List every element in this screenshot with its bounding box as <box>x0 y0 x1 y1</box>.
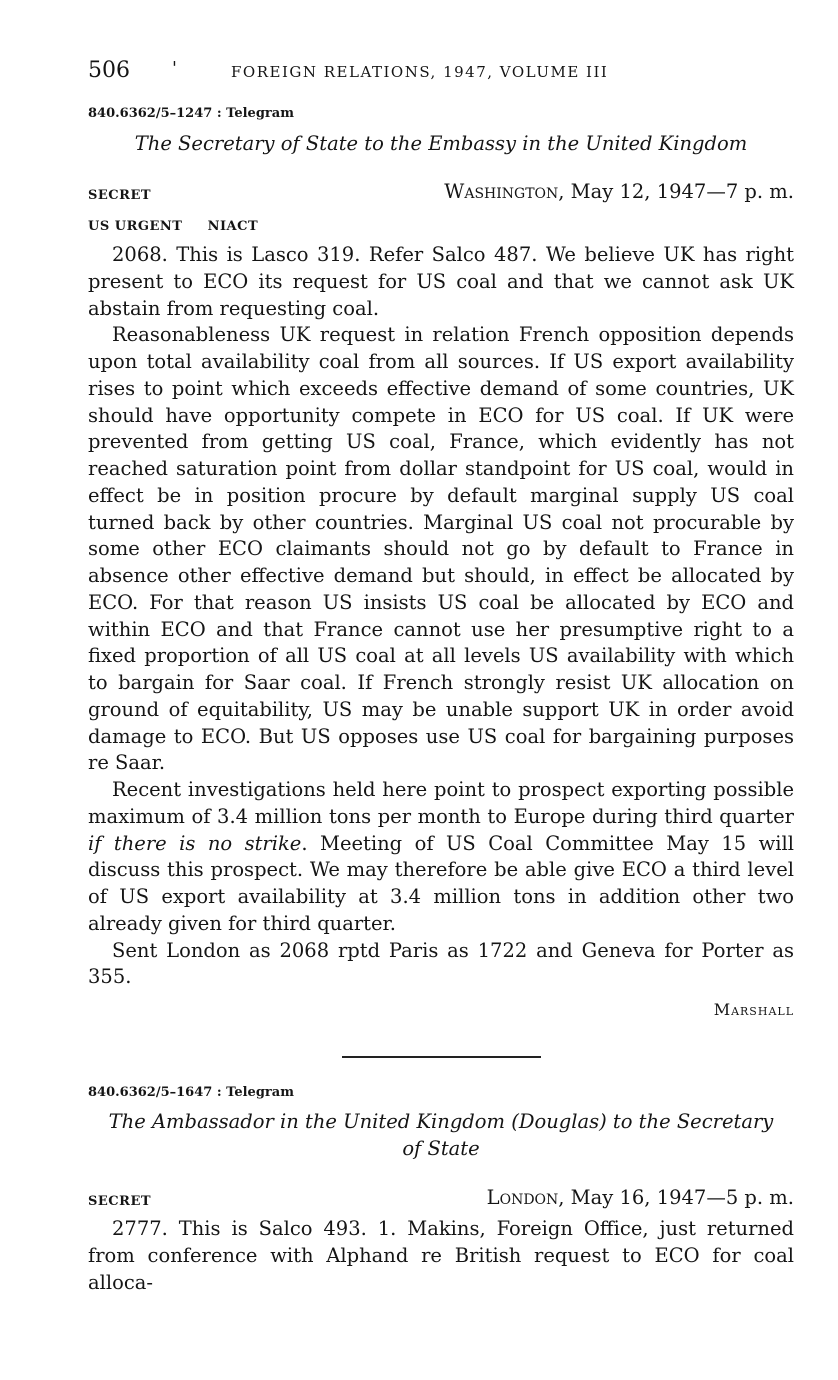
doc1-priority: US URGENT NIACT <box>88 219 259 234</box>
doc2-title <box>88 1108 794 1162</box>
doc2-place: London <box>486 1186 559 1209</box>
doc1-file-reference: 840.6362/5–1247 : Telegram <box>88 106 294 121</box>
section-divider <box>342 1056 541 1058</box>
doc1-title: The Secretary of State to the Embassy in the United Kingdom <box>134 132 748 155</box>
doc1-paragraph-3-text-b: . Meeting of US Coal Committee May 15 will discuss this prospect. We may therefore be able give ECO a third level of US export availability at 3.4 million tons in addition other two already given for third quarter. <box>88 831 794 935</box>
running-title: FOREIGN RELATIONS, 1947, VOLUME III <box>231 63 609 81</box>
doc2-title-line-1: The Ambassador in the United Kingdom (Douglas) to the Secretary <box>108 1110 774 1133</box>
doc1-paragraph-3 <box>88 777 794 938</box>
doc1-place: Washington <box>444 180 559 203</box>
doc1-dateline <box>444 180 794 203</box>
doc2-body <box>88 1216 794 1296</box>
margin-mark: ' <box>172 58 177 79</box>
doc2-file-reference: 840.6362/5–1647 : Telegram <box>88 1085 294 1100</box>
doc2-title-line-2: of State <box>402 1137 480 1160</box>
doc1-paragraph-4: Sent London as 2068 rptd Paris as 1722 and Geneva for Porter as 355. <box>88 938 794 989</box>
doc2-date: , May 16, 1947—5 p. m. <box>558 1186 794 1209</box>
doc1-paragraph-2: Reasonableness UK request in relation French opposition depends upon total availability coal from all sources. If US export availability rises to point which exceeds effective demand of some countries, UK should have opportunity compete in ECO for US coal. If UK were prevented from getting US coal, France, which evidently has not reached saturation point from dollar standpoint for US coal, would in effect be in position procure by default marginal supply US coal turned back by other countries. Marginal US coal not procurable by some other ECO claimants should not go by default to France in absence other effective demand but should, in effect be allocated by ECO. For that reason US insists US coal be allocated by ECO and within ECO and that France cannot use her presumptive right to a fixed proportion of all US coal at all levels US availability with which to bargain for Saar coal. If French strongly resist UK allocation on ground of equitability, US may be unable support UK in order avoid damage to ECO. But US opposes use US coal for bargaining purposes re Saar. <box>88 323 794 775</box>
doc2-dateline <box>487 1186 794 1209</box>
doc2-classification: SECRET <box>88 1194 152 1209</box>
doc1-paragraph-1: 2068. This is Lasco 319. Refer Salco 487. We believe UK has right present to ECO its request for US coal and that we cannot ask UK abstain from requesting coal. <box>88 243 794 320</box>
doc1-paragraph-3-text-a: Recent investigations held here point to prospect exporting possible maximum of 3.4 million tons per month to Europe during third quarter <box>88 778 794 828</box>
doc1-classification: SECRET <box>88 188 152 203</box>
doc1-date: , May 12, 1947—7 p. m. <box>558 180 794 203</box>
running-head <box>88 58 794 88</box>
doc1-paragraph-3-italic: if there is no strike <box>88 831 302 855</box>
doc1-body <box>88 242 794 991</box>
page-number: 506 <box>88 58 130 83</box>
doc2-paragraph-1: 2777. This is Salco 493. 1. Makins, Foreign Office, just returned from conference with Alphand re British request to ECO for coal alloca- <box>88 1217 794 1294</box>
doc1-signature: Marshall <box>713 1000 794 1019</box>
